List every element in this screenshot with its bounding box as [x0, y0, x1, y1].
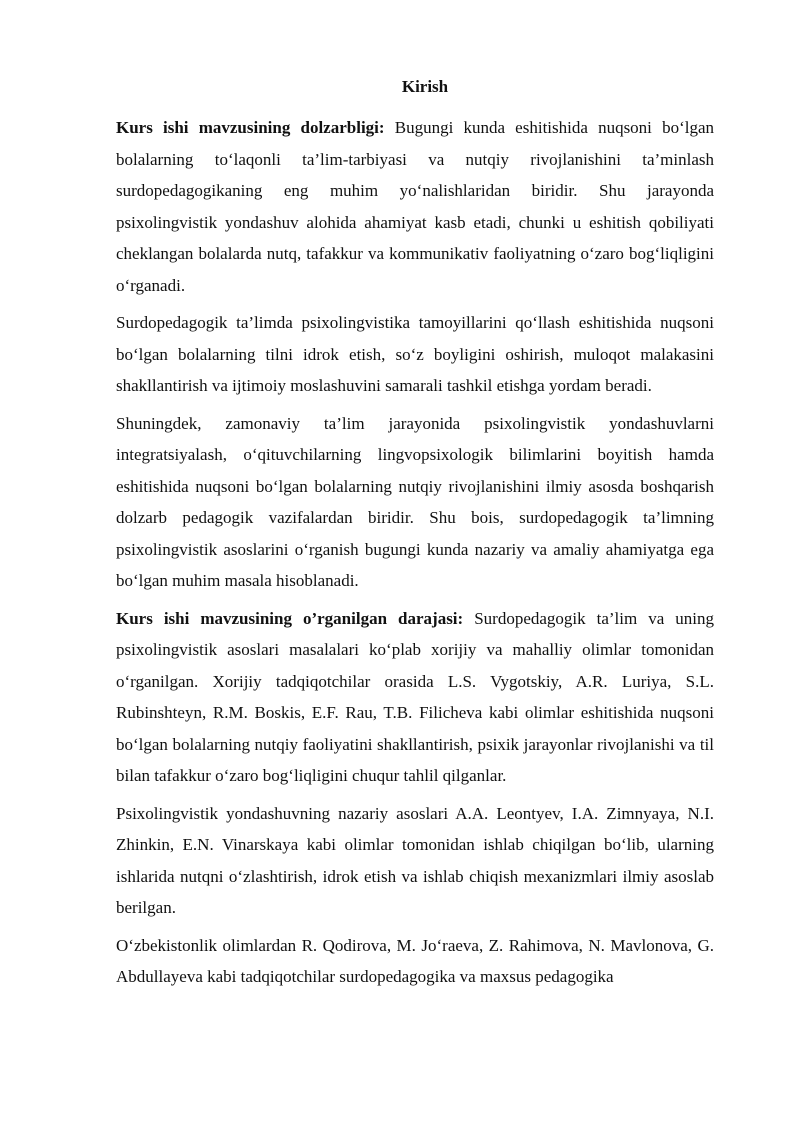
paragraph-theory	[116, 798, 714, 924]
paragraph-principles	[116, 307, 714, 402]
paragraph-study-level	[116, 603, 714, 792]
paragraph-lead: Kurs ishi mavzusining o’rganilgan darajasi:	[116, 608, 464, 628]
paragraph-relevance	[116, 112, 714, 301]
paragraph-text: Surdopedagogik ta’lim va uning psixolingvistik asoslari masalalari ko‘plab xorijiy va mahalliy olimlar tomonidan o‘rganilgan. Xorijiy tadqiqotchilar orasida L.S. Vygotskiy, A.R. Luriya, S.L. Rubinshteyn, R.M. Boskis, E.F. Rau, T.B. Filicheva kabi olimlar eshitishida nuqsoni bo‘lgan bolalarning nutqiy faoliyatini shakllantirish, psixik jarayonlar rivojlanishi va til bilan tafakkur o‘zaro bog‘liqligini chuqur tahlil qilganlar.	[116, 608, 714, 785]
paragraph-text: Shuningdek, zamonaviy ta’lim jarayonida psixolingvistik yondashuvlarni integratsiyalash, o‘qituvchilarning lingvopsixologik bilimlarini boyitish hamda eshitishida nuqsoni bo‘lgan bolalarning nutqiy rivojlanishini ilmiy asosda boshqarish dolzarb pedagogik vazifalardan biridir. Shu bois, surdopedagogik ta’limning psixolingvistik asoslarini o‘rganish bugungi kunda nazariy va amaliy ahamiyatga ega bo‘lgan muhim masala hisoblanadi.	[116, 413, 714, 590]
paragraph-text: Bugungi kunda eshitishida nuqsoni bo‘lgan bolalarning to‘laqonli ta’lim-tarbiyasi va nutqiy rivojlanishini ta’minlash surdopedagogikaning eng muhim yo‘nalishlaridan biridir. Shu jarayonda psixolingvistik yondashuv alohida ahamiyat kasb etadi, chunki u eshitish qobiliyati cheklangan bolalarda nutq, tafakkur va kommunikativ faoliyatning o‘zaro bog‘liqligini o‘rganadi.	[116, 118, 715, 295]
paragraph-integration	[116, 408, 714, 597]
page-title: Kirish	[401, 77, 449, 96]
paragraph-text: Psixolingvistik yondashuvning nazariy asoslari A.A. Leontyev, I.A. Zimnyaya, N.I. Zhinkin, E.N. Vinarskaya kabi olimlar tomonidan ishlab chiqilgan bo‘lib, ularning ishlarida nutqni o‘zlashtirish, idrok etish va ishlab chiqish mexanizmlari ilmiy asoslab berilgan.	[116, 803, 714, 917]
paragraph-text: Surdopedagogik ta’limda psixolingvistika tamoyillarini qo‘llash eshitishida nuqsoni bo‘lgan bolalarning tilni idrok etish, so‘z boyligini oshirish, muloqot malakasini shakllantirish va ijtimoiy moslashuvini samarali tashkil etishga yordam beradi.	[116, 313, 714, 395]
paragraph-uzbek-scholars	[116, 930, 714, 993]
paragraph-text: O‘zbekistonlik olimlardan R. Qodirova, M. Jo‘raeva, Z. Rahimova, N. Mavlonova, G. Abdullayeva kabi tadqiqotchilar surdopedagogika va maxsus pedagogika	[116, 935, 714, 986]
paragraph-lead: Kurs ishi mavzusining dolzarbligi:	[116, 118, 385, 137]
